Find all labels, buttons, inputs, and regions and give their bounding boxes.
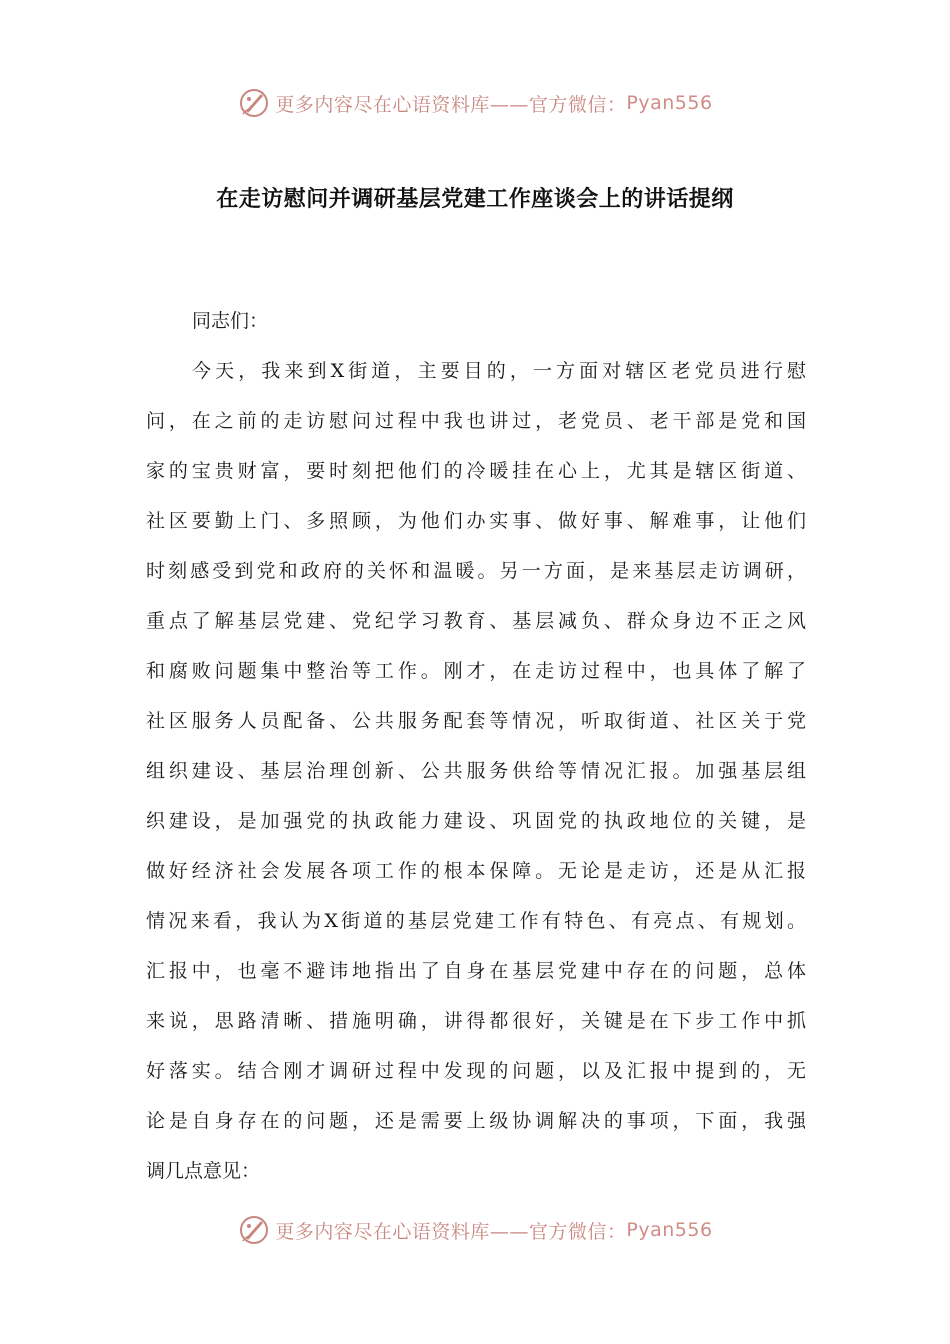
document-title: 在走访慰问并调研基层党建工作座谈会上的讲话提纲 [216, 186, 734, 212]
quill-logo-icon [237, 86, 271, 120]
paragraph-line: 社区要勤上门、多照顾，为他们办实事、做好事、解难事，让他们 [146, 510, 806, 532]
header-watermark [0, 86, 950, 120]
quill-logo-icon [237, 1213, 271, 1247]
paragraph-line: 汇报中，也毫不避讳地指出了自身在基层党建中存在的问题，总体 [146, 960, 806, 982]
paragraph-line: 情况来看，我认为X街道的基层党建工作有特色、有亮点、有规划。 [146, 910, 806, 932]
paragraph-line: 好落实。结合刚才调研过程中发现的问题，以及汇报中提到的，无 [146, 1060, 806, 1082]
paragraph-line: 组织建设、基层治理创新、公共服务供给等情况汇报。加强基层组 [146, 760, 806, 782]
watermark-text: 更多内容尽在心语资料库——官方微信： [275, 93, 627, 116]
paragraph-line: 来说，思路清晰、措施明确，讲得都很好，关键是在下步工作中抓 [146, 1010, 806, 1032]
paragraph-line: 今天，我来到X街道，主要目的，一方面对辖区老党员进行慰 [192, 360, 806, 382]
paragraph-line: 和腐败问题集中整治等工作。刚才，在走访过程中，也具体了解了 [146, 660, 806, 682]
watermark-code: Pyan556 [626, 1219, 713, 1241]
paragraph-line: 调几点意见： [146, 1160, 261, 1182]
paragraph-line: 织建设，是加强党的执政能力建设、巩固党的执政地位的关键，是 [146, 810, 806, 832]
paragraph-line: 做好经济社会发展各项工作的根本保障。无论是走访，还是从汇报 [146, 860, 806, 882]
watermark-code: Pyan556 [626, 92, 713, 114]
paragraph-line: 论是自身存在的问题，还是需要上级协调解决的事项，下面，我强 [146, 1110, 806, 1132]
paragraph-line: 重点了解基层党建、党纪学习教育、基层减负、群众身边不正之风 [146, 610, 806, 632]
watermark-text: 更多内容尽在心语资料库——官方微信： [275, 1220, 627, 1243]
document-body [146, 296, 806, 1196]
footer-watermark [0, 1213, 950, 1247]
paragraph-line: 家的宝贵财富，要时刻把他们的冷暖挂在心上，尤其是辖区街道、 [146, 460, 806, 482]
salutation: 同志们： [192, 310, 269, 332]
paragraph-line: 问，在之前的走访慰问过程中我也讲过，老党员、老干部是党和国 [146, 410, 806, 432]
paragraph-line: 时刻感受到党和政府的关怀和温暖。另一方面，是来基层走访调研， [146, 560, 806, 582]
paragraph-line: 社区服务人员配备、公共服务配套等情况，听取街道、社区关于党 [146, 710, 806, 732]
